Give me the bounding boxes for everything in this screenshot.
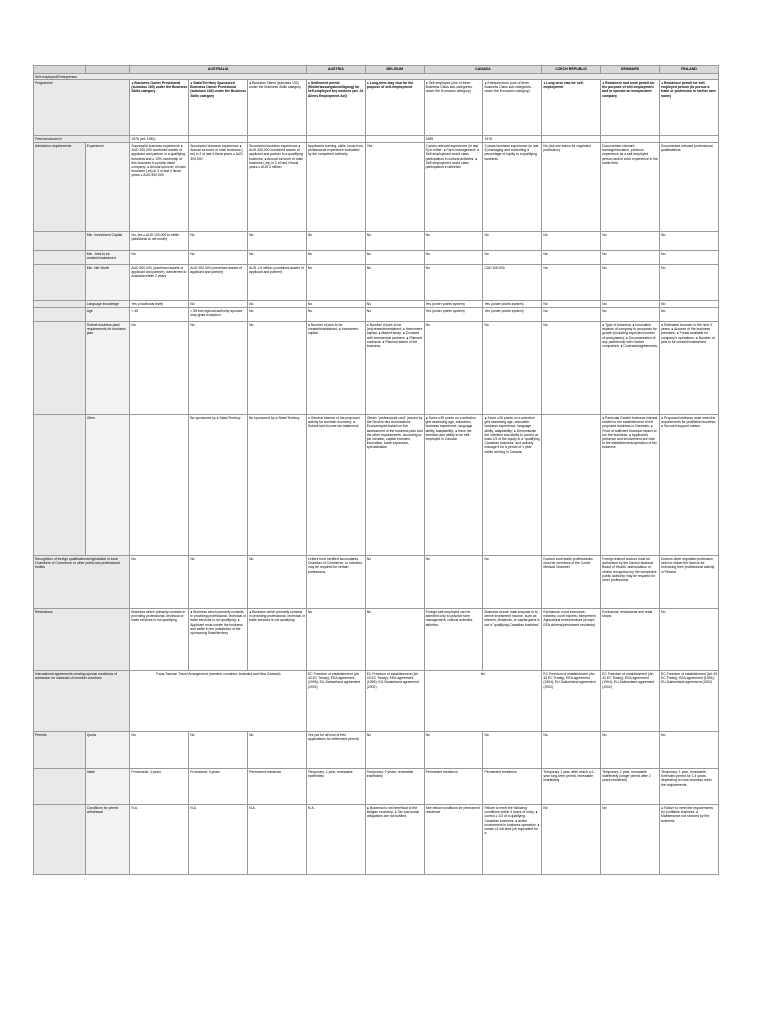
country-canada: CANADA: [424, 66, 542, 74]
cell: Temporary: 2 years, renewable indefinitely: [365, 769, 424, 805]
cell: Yes (under points system): [483, 301, 542, 308]
row-sublabel: Other: [85, 415, 130, 556]
cell: AUD 1.5 million (combined assets of applicant and partner): [248, 265, 307, 301]
cell: Permanent residence: [424, 769, 483, 805]
cell: No: [365, 301, 424, 308]
cell: No: [306, 251, 365, 265]
cell: No: [248, 732, 307, 769]
cell: No: [306, 308, 365, 322]
table-row: [34, 301, 719, 308]
cell: Trans-Tasman Travel Arrangement (member countries: Australia and New Zealand): [130, 671, 307, 732]
cell: Be sponsored by a State/Territory: [248, 415, 307, 556]
cell: ● Business which primarily consists in providing professional, technical or trade services is not qualifying: [248, 609, 307, 671]
cell: No: [660, 301, 719, 308]
table-row: [34, 769, 719, 805]
cell: ● Score ≥35 points on a selection grid assessing age, education, business experience, language ability, adaptability; ● Have the intention and ability to be self-employed in Canada: [424, 415, 483, 556]
cell: ● Failure to meet the requirements for profitable business; ● Maintenance not secured by the business: [660, 805, 719, 875]
cell: ● Residence permit for self-employed person (to pursue a trade or profession in his/her own name): [660, 80, 719, 136]
cell: ● Particular Danish business interest related to the establishment of the proposed business in Denmark; ● Proof of sufficient financial means to run the business; ● Applicant's presence and involvement are vital to the establishment/operation of the business: [601, 415, 660, 556]
country-finland: FINLAND: [660, 66, 719, 74]
cell: ● Entrepreneurs (one of three Business Class sub-categories, under the Economic category): [483, 80, 542, 136]
cell: ● Score ≥35 points on a selection grid assessing age, education, business experience, language ability, adaptability; ● Demonstrate the intention and ability to control at least 1/3 of the equity in a "qualifying Canadian business" and actively manage it for a period of 1 year within arriving in Canada: [483, 415, 542, 556]
table-row: [34, 136, 719, 143]
cell: No: [306, 265, 365, 301]
cell: Doctors and health professionals must be members of the Czech Medical Chamber: [542, 556, 601, 609]
row-sublabel: Age: [85, 308, 130, 322]
cell: Documented relevant professional qualifications: [660, 143, 719, 232]
cell: Yes (vocational level): [130, 301, 189, 308]
cell: EC Freedom of establishment (Art 43 EC Treaty); EEA agreement (1994); EU-Switzerland agreement (2002): [660, 671, 719, 732]
row-label: Recognition of foreign qualifications/registration in local Chambers of Commerce or other public-law professional bodies: [34, 556, 130, 609]
cell: No: [248, 251, 307, 265]
cell: No: [248, 308, 307, 322]
cell: No: [424, 232, 483, 251]
row-sublabel: Quota: [85, 732, 130, 769]
cell: Provisional: 4 years: [189, 769, 248, 805]
table-row: [34, 732, 719, 769]
cell: AUD 500,000 (combined assets of applicant and partner), transferred to Australia within 2 years: [130, 265, 189, 301]
cell: No, but ≥ AUD 100,000 to settle (additional to net worth): [130, 232, 189, 251]
cell: 1978: [483, 136, 542, 143]
cell: No: [542, 308, 601, 322]
cell: No: [248, 301, 307, 308]
cell: No: [424, 671, 542, 732]
row-sublabel: Min. Investment Capital: [85, 232, 130, 251]
cell: N.A.: [306, 805, 365, 875]
cell: No: [660, 308, 719, 322]
row-sublabel: Min. Jobs to be created/maintained: [85, 251, 130, 265]
cell: No: [542, 251, 601, 265]
cell: CAD 300,000: [483, 265, 542, 301]
cell: AUD 250,000 (combined assets of applicant and partner): [189, 265, 248, 301]
row-label: International agreements creating special conditions of admission for nationals of member countries: [34, 671, 130, 732]
table-row: [34, 805, 719, 875]
country-denmark: DENMARK: [601, 66, 660, 74]
cell: N.A.: [248, 805, 307, 875]
cell: 2 years relevant experience (in last 5) in either: ● Farm management; ● Self-employment world class participation in cultural activities; ● Self-employment world class participation in athletics: [424, 143, 483, 232]
cell: No: [660, 732, 719, 769]
cell: Be sponsored by a State/Territory: [189, 415, 248, 556]
cell: Letters from certified accountants, Chamber of Commerce, or solicitors may be required for certain professions: [306, 556, 365, 609]
cell: ● General interest of the proposed activity for Austrian economy; ● Submit last income tax statement;: [306, 415, 365, 556]
cell: No: [306, 301, 365, 308]
cell: Yes (under points system): [424, 301, 483, 308]
cell: No: [365, 308, 424, 322]
table-row: [34, 265, 719, 301]
cell: Provisional: 4 years: [130, 769, 189, 805]
cell: Obtain "professional card" (issued by the Service des Autorisations Economiques based on the assessment of the business plan and the other requirements, according to: job creation, capital invested, innovation, trade expansion, specialisation: [365, 415, 424, 556]
table-row: [34, 322, 719, 415]
row-label: Permits: [34, 732, 86, 769]
cell: No: [542, 265, 601, 301]
cell: < 55 but regional authority sponsor may grant exception: [189, 308, 248, 322]
cell: Yes (under points system): [483, 308, 542, 322]
cell: ● Proposed business must meet the requirements for profitable business; ● Secured support means: [660, 415, 719, 556]
cell: No: [365, 232, 424, 251]
cell: No: [248, 556, 307, 609]
cell: No: [660, 232, 719, 251]
cell: No: [601, 301, 660, 308]
cell: No: [660, 609, 719, 671]
cell: Temporary: 1 year, renewable indefinitely (longer permit after 2 years residence): [601, 769, 660, 805]
row-sublabel: Initial: [85, 769, 130, 805]
cell: Exclusions: court executors; notaries; court experts; interpreters Agricultural entrepreneurs (except EEA citizens/permanent residents): [542, 609, 601, 671]
cell: ● Business which primarily consists in providing professional, technical or trade services is not qualifying; ● Applicant must create the business and settle in the jurisdiction of the sponsoring State/territory: [189, 609, 248, 671]
cell: No: [130, 556, 189, 609]
table-row: [34, 609, 719, 671]
cell: ● Self-employed (one of three Business Class sub-categories, under the Economic category): [424, 80, 483, 136]
cell: No: [542, 301, 601, 308]
cell: ● Number of jobs to be created/maintained; ● Investment capital: [306, 322, 365, 415]
cell: ● Long-term stay visa for the purpose of self-employment: [365, 80, 424, 136]
cell: No: [365, 732, 424, 769]
cell: No: [601, 805, 660, 875]
cell: Business which primarily consists in providing professional, technical or trade services is not qualifying: [130, 609, 189, 671]
cell: ● Long term visa for self-employment: [542, 80, 601, 136]
cell: Successful business experience ● Annual turnover of main business (-es) in 2 of last 4 fiscal years ≥ AUD 300,000: [189, 143, 248, 232]
table-row: [34, 232, 719, 251]
cell: No: [542, 805, 601, 875]
cell: Yes (as for all kind of first applications for settlement permit): [306, 732, 365, 769]
country-belgium: BELGIUM: [365, 66, 424, 74]
cell: ● Estimated turnover in the next 3 years; ● Account of the business premises; ● Funds available for company's operations; ● Number of jobs to be created/maintained;: [660, 322, 719, 415]
cell: EC Freedom of establishment (Art 43 EC Treaty); EEA agreement (1995); EU-Switzerland agreement (2002): [306, 671, 365, 732]
country-australia: AUSTRALIA: [130, 66, 307, 74]
cell: Applicant's training, skills, know-how, professional experience evaluated by the competent authority: [306, 143, 365, 232]
cell: No: [660, 251, 719, 265]
cell: No: [542, 322, 601, 415]
cell: No: [306, 232, 365, 251]
cell: See below conditions for permanent residence: [424, 805, 483, 875]
cell: No: [424, 251, 483, 265]
cell: No: [189, 301, 248, 308]
cell: No: [130, 732, 189, 769]
cell: ● Type of business; ● Innovative aspects of company or prospects for growth (including expected number of workplaces); ● Documentation of any partnership with Danish companies; ● Contracts/agreements;: [601, 322, 660, 415]
cell: No: [601, 265, 660, 301]
cell: Temporary: 1 year, renewable indefinitely: [306, 769, 365, 805]
cell: 1976 (ref. 1981): [130, 136, 189, 143]
cell: No: [365, 251, 424, 265]
country-czech-republic: CZECH REPUBLIC: [542, 66, 601, 74]
cell: EC Freedom of establishment (Art 43 EC Treaty); EEA agreement (1995); EU-Switzerland agreement (2002): [365, 671, 424, 732]
cell: ● Business Talent (subclass 132) under the Business Skills category: [248, 80, 307, 136]
row-sublabel: Language knowledge: [85, 301, 130, 308]
cell: No: [483, 322, 542, 415]
comparison-table: [33, 65, 719, 875]
cell: No: [424, 265, 483, 301]
cell: Exclusions: restaurants and retail shops: [601, 609, 660, 671]
table-row: [34, 308, 719, 322]
cell: No: [306, 609, 365, 671]
cell: EC Freedom of establishment (Art 43 EC Treaty); EEA agreement (1994); EU-Switzerland agreement (2002): [542, 671, 601, 732]
row-label: Admission requirements: [34, 143, 86, 232]
cell: ● Business is not beneficial to the Belgian economy; ● Tax and social obligations are not fulfilled: [365, 805, 424, 875]
cell: No: [248, 232, 307, 251]
cell: No: [601, 232, 660, 251]
cell: Foreign self-employed can be admitted only to practice farm management, cultural activities, athletics: [424, 609, 483, 671]
cell: No: [542, 232, 601, 251]
cell: No: [365, 556, 424, 609]
cell: ● State/Territory Sponsored Business Owner Provisional (subclass 163) under the Business Skills category: [189, 80, 248, 136]
cell: Yes (under points system): [424, 308, 483, 322]
cell: Permanent residence: [248, 769, 307, 805]
cell: No: [424, 732, 483, 769]
cell: No: [601, 308, 660, 322]
cell: No: [189, 732, 248, 769]
row-label: First introduced in: [34, 136, 130, 143]
cell: No: [660, 265, 719, 301]
cell: No: [601, 251, 660, 265]
cell: ● Settlement permit (Niederlassungsbewilligung) for self-employed key workers (art. 24 Aliens Employment Act): [306, 80, 365, 136]
cell: No: [130, 322, 189, 415]
cell: Doctors other regulated profession need to obtain the licence for exercising their professional activity in Finland: [660, 556, 719, 609]
row-label: Restrictions: [34, 609, 130, 671]
cell: No: [483, 556, 542, 609]
cell: Temporary 1 year, after which a 2-year long-term permit, renewable indefinitely: [542, 769, 601, 805]
cell: 1989: [424, 136, 483, 143]
cell: No: [365, 265, 424, 301]
cell: No: [130, 251, 189, 265]
cell: Business whose main purpose is to derive investment income, such as interest, dividends, or capital gains is not a "qualifying Canadian business": [483, 609, 542, 671]
cell: EC Freedom of establishment (Art 43 EC Treaty); EEA agreement (1994); EU-Switzerland agreement (2002): [601, 671, 660, 732]
cell: No: [189, 556, 248, 609]
table-row: [34, 80, 719, 136]
cell: Permanent residence: [483, 769, 542, 805]
cell: No (but see below for regulated profession): [542, 143, 601, 232]
cell: ● Business Owner Provisional (subclass 160) under the Business Skills category: [130, 80, 189, 136]
section-title: Self-employed/Entrepreneur: [34, 74, 719, 80]
cell: Successful business experience ● AUD 400,000 combined assets of applicant and partner in a qualifying business; ● Annual turnover of main business (-es) in 2 of last 4 fiscal years ≥ AUD 3 million: [248, 143, 307, 232]
country-austria: AUSTRIA: [306, 66, 365, 74]
cell: No: [189, 322, 248, 415]
cell: ● Residence and work permit for the purpose of self-employment and to operate an independent company: [601, 80, 660, 136]
country-header-row: [34, 66, 719, 74]
cell: Yes: [365, 143, 424, 232]
cell: Foreign trained doctors must be authorised by the Danish National Board of Health; authorisation or similar recognition by the competent public authority may be required for other professions: [601, 556, 660, 609]
cell: No: [483, 732, 542, 769]
cell: No: [483, 232, 542, 251]
cell: N.A.: [130, 805, 189, 875]
cell: No: [189, 251, 248, 265]
cell: No: [542, 732, 601, 769]
row-sublabel: Submit business plan/ requirements for business plan: [85, 322, 130, 415]
cell: No: [189, 232, 248, 251]
cell: ● Number of jobs to be (re)created/maintained; ● Investment capital; ● Market study; ● Contacts with commercial partners; ● Planned contracts; ● Planned status of the business;: [365, 322, 424, 415]
cell: No: [424, 322, 483, 415]
cell: No: [483, 251, 542, 265]
cell: Successful business experience ● AUD 200,000 combined assets of applicant and partner in a qualifying business and ≥ 10% ownership of this business if a public listed company; ● Annual turnover of main business (-es) in 2 of last 4 fiscal years ≥ AUD 500,000: [130, 143, 189, 232]
cell: No: [248, 322, 307, 415]
cell: Failure to meet the following conditions within 3 years of entry: ● control ≥ 1/3 of a qualifying Canadian business; ● active involvement in business operation; ● create ≥1 full-time job equivalent for a: [483, 805, 542, 875]
cell: Temporary: 1 year, renewable; Extended permit for 1-4 years depending on how business meet the requirements: [660, 769, 719, 805]
row-sublabel: Experience: [85, 143, 130, 232]
cell: No: [424, 556, 483, 609]
row-sublabel: Conditions for permit withdrawal: [85, 805, 130, 875]
table-row: [34, 415, 719, 556]
cell: No: [601, 732, 660, 769]
table-row: [34, 556, 719, 609]
cell: < 45: [130, 308, 189, 322]
row-label: Programme: [34, 80, 130, 136]
table-row: [34, 671, 719, 732]
row-sublabel: Min. Net Worth: [85, 265, 130, 301]
table-row: [34, 143, 719, 232]
cell: Documented relevant training/education, previous experience as a self-employed person and/or work experience in the same field.: [601, 143, 660, 232]
table-row: [34, 251, 719, 265]
cell: N.A.: [189, 805, 248, 875]
cell: No: [365, 609, 424, 671]
cell: 2 years business experience (in last 5) managing and controlling a percentage of equity in a qualifying business: [483, 143, 542, 232]
